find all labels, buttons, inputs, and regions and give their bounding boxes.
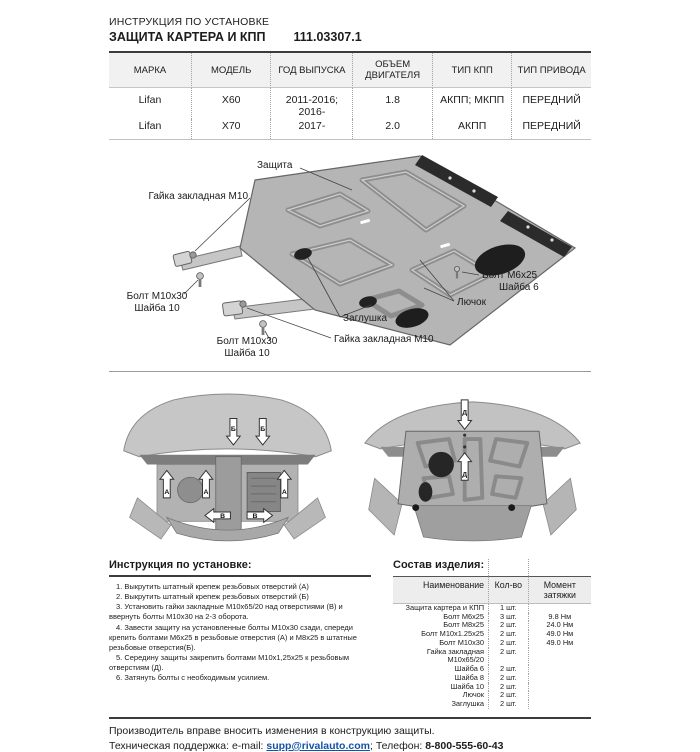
document-subtitle: ИНСТРУКЦИЯ ПО УСТАНОВКЕ: [109, 16, 270, 28]
bolt-icon: [197, 273, 204, 287]
instruction-step: 1. Выкрутить штатный крепеж резьбовых отверстий (А): [116, 582, 309, 591]
section-divider: [109, 371, 591, 372]
arrow-letter-v: В: [220, 513, 226, 521]
parts-name-cell: Болт М6х25: [443, 611, 485, 621]
instruction-step: 2. Выкрутить штатный крепеж резьбовых отверстий (Б): [116, 592, 309, 602]
parts-name-cell: Лючок: [462, 690, 485, 700]
arrow-letter-a: А: [281, 488, 287, 496]
label-hatch: Лючок: [457, 297, 486, 308]
parts-col-qty: Кол-во: [488, 576, 528, 604]
parts-name-cell: Болт М10х30: [439, 637, 485, 647]
parts-torque-cell: 49.0 Нм: [528, 639, 591, 648]
parts-torque-cell: [528, 665, 591, 674]
instruction-step: 4. Завести защиту на установленные болты М10х30 сзади, спереди крепить болтами М6х25 в резьбовые отверстия (А) и М8х25 в штатные резьбовые отверстия(Б).: [109, 622, 357, 652]
phone-label: Телефон:: [375, 739, 423, 752]
arrow-letter-v: В: [252, 513, 258, 521]
spec-cell: 1.8: [352, 88, 432, 119]
mounting-photos: [109, 388, 591, 545]
arrow-letter-a: А: [203, 488, 209, 496]
parts-title-spacer: [528, 559, 591, 576]
parts-title-spacer: [488, 559, 528, 576]
parts-qty-cell: 2 шт.: [488, 674, 528, 683]
spec-cell: Lifan: [138, 94, 162, 106]
document-title: ЗАЩИТА КАРТЕРА И КПП: [109, 30, 266, 44]
spec-cell: 2.0: [352, 119, 432, 139]
spec-table-header: [109, 53, 591, 88]
arrow-letter-b: Б: [230, 426, 236, 434]
arrow-letter-b: Б: [260, 426, 266, 434]
parts-name-cell: Шайба 10: [450, 681, 485, 691]
support-phone: 8-800-555-60-43: [425, 739, 504, 752]
parts-col-torque: Момент затяжки: [528, 576, 591, 604]
label-rivet-nut-top: Гайка закладная М10: [148, 191, 248, 202]
parts-name-cell: Шайба 8: [454, 672, 485, 682]
label-plate: Защита: [257, 160, 293, 171]
car-underside-before: [110, 388, 345, 545]
spec-cell: АКПП; МКПП: [432, 88, 512, 119]
parts-qty-cell: 2 шт.: [488, 691, 528, 700]
parts-qty-cell: 2 шт.: [488, 665, 528, 674]
parts-qty-cell: 1 шт.: [488, 604, 528, 613]
parts-name-cell: Болт М8х25: [443, 620, 485, 630]
plate-exploded-diagram: [109, 148, 591, 364]
parts-name-cell: Гайка закладная М10х65/20: [426, 646, 485, 665]
label-plug: Заглушка: [343, 313, 388, 324]
parts-name-cell: Шайба 6: [454, 664, 485, 674]
arrow-letter-d: Д: [462, 409, 468, 417]
label-bolt-m6x25: Болт М6х25: [482, 270, 538, 281]
bolt-icon: [260, 321, 267, 335]
car-underside-after: [355, 388, 590, 545]
parts-name-cell: Заглушка: [451, 699, 485, 709]
spec-cell: АКПП: [432, 119, 512, 139]
instruction-step: 6. Затянуть болты с необходимым усилием.: [116, 673, 270, 683]
installation-instructions: [109, 559, 371, 683]
label-washer-10-left: Шайба 10: [134, 303, 180, 314]
label-rivet-nut-bottom: Гайка закладная М10: [334, 334, 434, 345]
instruction-step: 3. Установить гайки закладные М10х65/20 над отверстиями (В) и ввернуть болты М10х30 на 2-3 оборота.: [109, 602, 343, 622]
arrow-letter-d: Д: [462, 471, 468, 479]
protection-plate: [240, 155, 575, 345]
parts-table: [393, 559, 591, 709]
instruction-sheet: [109, 0, 591, 752]
parts-name-cell: Защита картера и КПП: [405, 603, 485, 612]
parts-qty-cell: 2 шт.: [488, 683, 528, 692]
parts-torque-cell: [528, 683, 591, 692]
parts-qty-cell: 2 шт.: [488, 639, 528, 648]
spec-table: [109, 51, 591, 140]
label-bolt-m10x30-left: Болт М10х30: [126, 291, 188, 302]
support-label: Техническая поддержка:: [109, 739, 230, 752]
spec-cell: Lifan: [138, 120, 162, 132]
part-number: 111.03307.1: [293, 30, 362, 44]
parts-col-name: Наименование: [393, 576, 488, 604]
parts-torque-cell: [528, 691, 591, 700]
support-line: [109, 740, 591, 752]
parts-qty-cell: 2 шт.: [488, 700, 528, 709]
spec-cell: 2017-: [270, 119, 352, 139]
spec-col-gearbox: ТИП КПП: [432, 53, 512, 88]
spec-cell: ПЕРЕДНИЙ: [511, 119, 591, 139]
label-bolt-m10x30-bottom: Болт М10х30: [216, 336, 278, 347]
spec-col-drive: ТИП ПРИВОДА: [511, 53, 591, 88]
spec-col-brand: МАРКА: [109, 53, 191, 88]
spec-cell: ПЕРЕДНИЙ: [511, 88, 591, 119]
parts-title: Состав изделия:: [393, 559, 485, 571]
spec-col-model: МОДЕЛЬ: [191, 53, 271, 88]
instruction-step: 5. Середину защиты закрепить болтами М10х1,25х25 к резьбовым отверстиям (Д).: [109, 652, 350, 672]
spec-table-body: [109, 88, 591, 139]
bottom-section: [109, 559, 591, 709]
disclaimer-text: Производитель вправе вносить изменения в конструкцию защиты.: [109, 724, 435, 737]
semicolon: ;: [369, 739, 373, 752]
email-label: e-mail:: [231, 739, 264, 752]
parts-qty-cell: 2 шт.: [488, 630, 528, 639]
instructions-list: [109, 582, 371, 683]
spec-col-year: ГОД ВЫПУСКА: [270, 53, 352, 88]
instructions-title: Инструкция по установке:: [109, 559, 371, 577]
parts-qty-cell: 2 шт.: [488, 621, 528, 630]
parts-qty-cell: 2 шт.: [488, 648, 528, 665]
header: [109, 16, 591, 44]
arrow-letter-a: А: [164, 488, 170, 496]
support-email-link[interactable]: supp@rivalauto.com: [266, 739, 370, 752]
parts-torque-cell: [528, 648, 591, 665]
parts-qty-cell: 3 шт.: [488, 613, 528, 622]
spec-cell: X70: [191, 119, 271, 139]
parts-torque-cell: 9.8 Нм: [528, 613, 591, 622]
parts-torque-cell: 24.0 Нм: [528, 621, 591, 630]
plate-diagram-section: [109, 148, 591, 372]
spec-col-engine: ОБЪЕМ ДВИГАТЕЛЯ: [352, 53, 432, 88]
parts-name-cell: Болт М10х1.25х25: [421, 629, 485, 639]
spec-cell: 2011-2016; 2016-: [270, 88, 352, 119]
footer: [109, 717, 591, 752]
parts-torque-cell: [528, 674, 591, 683]
parts-torque-cell: 49.0 Нм: [528, 630, 591, 639]
spec-cell: X60: [191, 88, 271, 119]
label-washer-6: Шайба 6: [499, 282, 539, 293]
label-washer-10-bottom: Шайба 10: [224, 348, 270, 359]
parts-torque-cell: [528, 700, 591, 709]
